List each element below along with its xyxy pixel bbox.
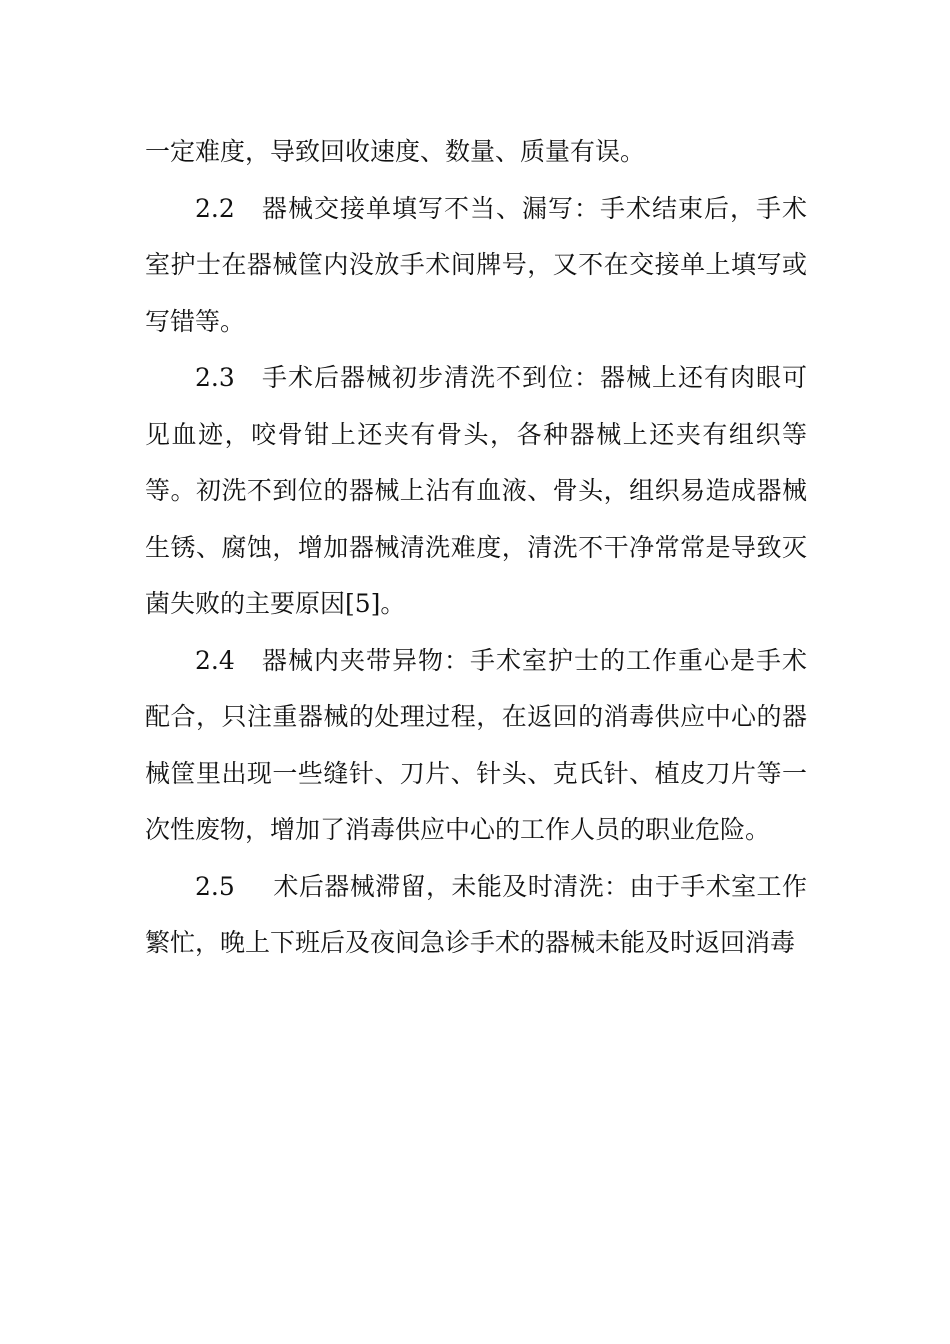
document-body: [145, 124, 807, 972]
section-number: 2.5: [195, 871, 235, 901]
section-number: 2.3: [195, 363, 235, 392]
paragraph-text: 器械内夹带异物：手术室护士的工作重心是手术配合，只注重器械的处理过程，在返回的消毒供应中心的器械筐里出现一些缝针、刀片、针头、克氏针、植皮刀片等一次性废物，增加了消毒供应中心的工作人员的职业危险。: [145, 645, 807, 844]
paragraph-section-2-4: [145, 633, 807, 859]
paragraph-text: 手术后器械初步清洗不到位：器械上还有肉眼可见血迹，咬骨钳上还夹有骨头，各种器械上还夹有组织等等。初洗不到位的器械上沾有血液、骨头，组织易造成器械生锈、腐蚀，增加器械清洗难度，清洗不干净常常是导致灭菌失败的主要原因[5]。: [145, 363, 807, 618]
paragraph-section-2-2: [145, 181, 807, 351]
paragraph-text: 一定难度，导致回收速度、数量、质量有误。: [145, 137, 646, 166]
paragraph-section-2-3: [145, 350, 807, 633]
paragraph-continuation: [145, 124, 807, 181]
paragraph-text: 器械交接单填写不当、漏写：手术结束后，手术室护士在器械筐内没放手术间牌号，又不在交接单上填写或写错等。: [145, 193, 807, 336]
section-number: 2.2: [195, 193, 235, 223]
paragraph-text: 术后器械滞留，未能及时清洗：由于手术室工作繁忙，晚上下班后及夜间急诊手术的器械未能及时返回消毒: [145, 871, 807, 957]
section-number: 2.4: [195, 645, 235, 675]
paragraph-section-2-5: [145, 859, 807, 972]
